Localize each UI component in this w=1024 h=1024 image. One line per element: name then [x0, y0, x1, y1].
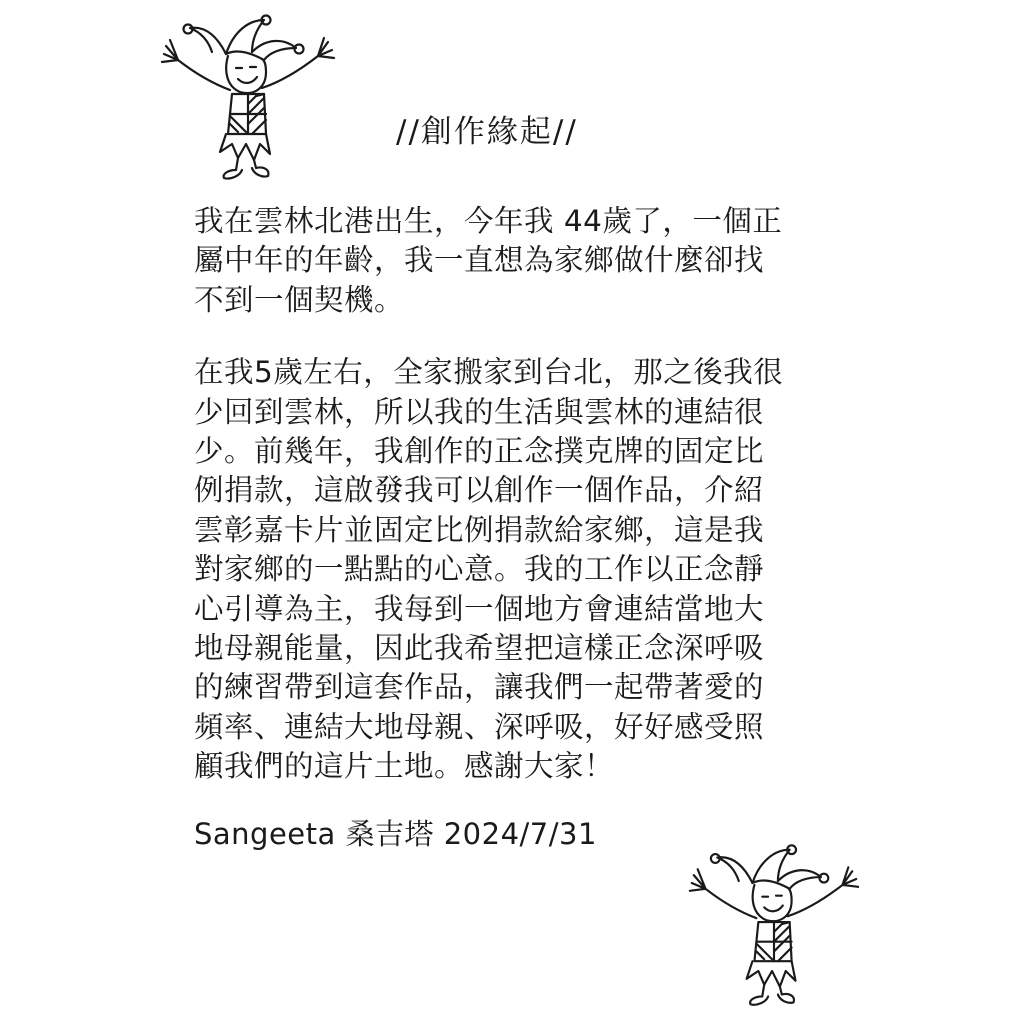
- text-line: 頻率、連結大地母親、深呼吸，好好感受照: [194, 709, 765, 744]
- text-line: 地母親能量，因此我希望把這樣正念深呼吸: [194, 631, 765, 666]
- text-line: 在我5歲左右，全家搬家到台北，那之後我很: [194, 355, 784, 390]
- text-line: 少回到雲林，所以我的生活與雲林的連結很: [194, 394, 765, 429]
- page-title: //創作緣起//: [396, 114, 578, 150]
- text-line: 顧我們的這片土地。感謝大家！: [194, 749, 615, 784]
- text-line: 心引導為主，我每到一個地方會連結當地大: [194, 591, 765, 626]
- paragraph-2: [194, 353, 834, 786]
- signature: Sangeeta 桑吉塔 2024/7/31: [194, 817, 597, 851]
- text-line: 的練習帶到這套作品，讓我們一起帶著愛的: [194, 670, 765, 705]
- text-line: 例捐款，這啟發我可以創作一個作品，介紹: [194, 473, 765, 508]
- text-line: 雲彰嘉卡片並固定比例捐款給家鄉，這是我: [194, 512, 765, 547]
- paragraph-spacer: [194, 320, 834, 353]
- jester-illustration-top: [156, 12, 340, 184]
- text-line: 少。前幾年，我創作的正念撲克牌的固定比: [194, 434, 765, 469]
- text-line: 屬中年的年齡，我一直想為家鄉做什麼卻找: [194, 243, 765, 278]
- text-line: 不到一個契機。: [194, 282, 405, 317]
- jester-illustration-bottom: [684, 838, 864, 1014]
- text-line: 我在雲林北港出生，今年我 44歲了，一個正: [194, 204, 783, 238]
- paragraph-1: [194, 202, 834, 320]
- letter-body: [194, 202, 834, 787]
- text-line: 對家鄉的一點點的心意。我的工作以正念靜: [194, 552, 765, 587]
